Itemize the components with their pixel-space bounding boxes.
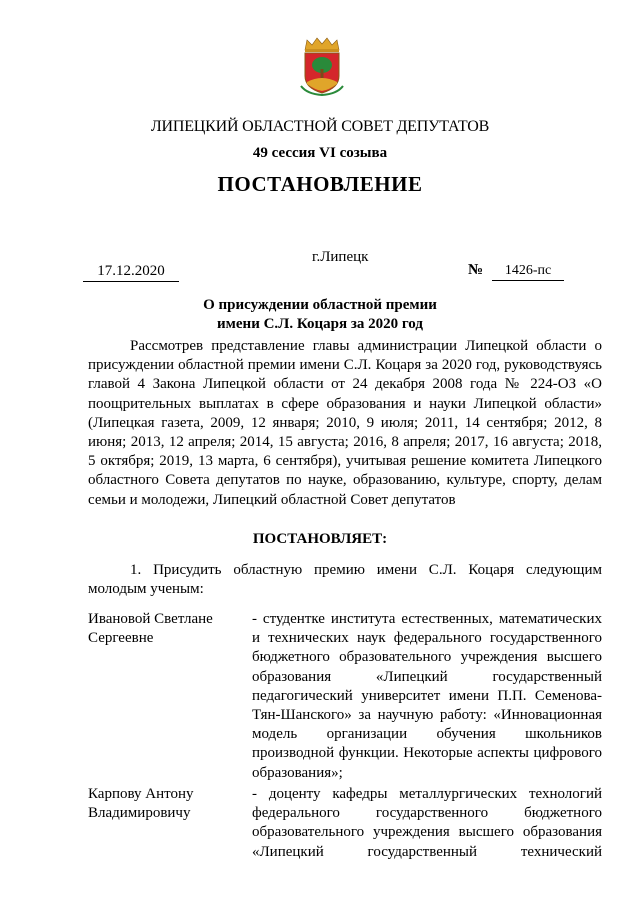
session-label: 49 сессия VI созыва (252, 145, 388, 161)
awardee-1-description: - студентке института естественных, математических и технических наук федерального государственного бюджетного образовательного учреждения высшего образования «Липецкий государственный педагогический университет имени П.П. Семенова-Тян-Шанского» за научную работу: «Инновационная модель организации обучения школьников производной функции. Некоторые аспекты цифрового образования»; (252, 611, 602, 781)
document-date: 17.12.2020 (83, 263, 179, 282)
awardee-2-name-line2: Владимировичу (88, 805, 191, 822)
awardee-2-name-line1: Карпову Антону (88, 786, 194, 802)
resolves-heading: ПОСТАНОВЛЯЕТ: (252, 531, 388, 547)
subject-line-2: имени С.Л. Коцаря за 2020 год (217, 316, 423, 332)
awardee-1-name (88, 610, 248, 648)
item-1-paragraph: 1. Присудить областную премию имени С.Л. Коцаря следующим молодым ученым: (88, 562, 602, 598)
number-sign: № (468, 262, 484, 278)
document-subject (0, 296, 640, 334)
city: г.Липецк (312, 249, 369, 265)
document-type-title: ПОСТАНОВЛЕНИЕ (217, 172, 423, 196)
council-name: ЛИПЕЦКИЙ ОБЛАСТНОЙ СОВЕТ ДЕПУТАТОВ (150, 118, 490, 135)
document-number: 1426-пс (492, 263, 564, 281)
awardee-2-name (88, 785, 248, 823)
awardee-1-name-line2: Сергеевне (88, 630, 154, 647)
lipetsk-coat-of-arms-icon (299, 36, 345, 96)
subject-line-1: О присуждении областной премии (203, 297, 437, 313)
preamble-paragraph: Рассмотрев представление главы администрации Липецкой области о присуждении областной премии имени С.Л. Коцаря за 2020 год, руководствуясь главой 4 Закона Липецкой области от 24 декабря 2008 года № 224-ОЗ «О поощрительных выплатах в сфере образования и науки Липецкой области» (Липецкая газета, 2009, 12 января; 2010, 9 июля; 2011, 14 сентября; 2012, 8 июня; 2013, 12 апреля; 2014, 15 августа; 2016, 8 апреля; 2017, 16 августа; 2018, 5 октября; 2019, 13 марта, 6 сентября), учитывая решение комитета Липецкого областного Совета депутатов по науке, образованию, культуре, спорту, делам семьи и молодежи, Липецкий областной Совет депутатов (88, 338, 602, 508)
awardee-1-name-line1: Ивановой Светлане (88, 611, 213, 627)
awardee-2-description: - доценту кафедры металлургических технологий федерального государственного бюджетного образовательного учреждения высшего образования «Липецкий государственный технический (252, 786, 602, 860)
